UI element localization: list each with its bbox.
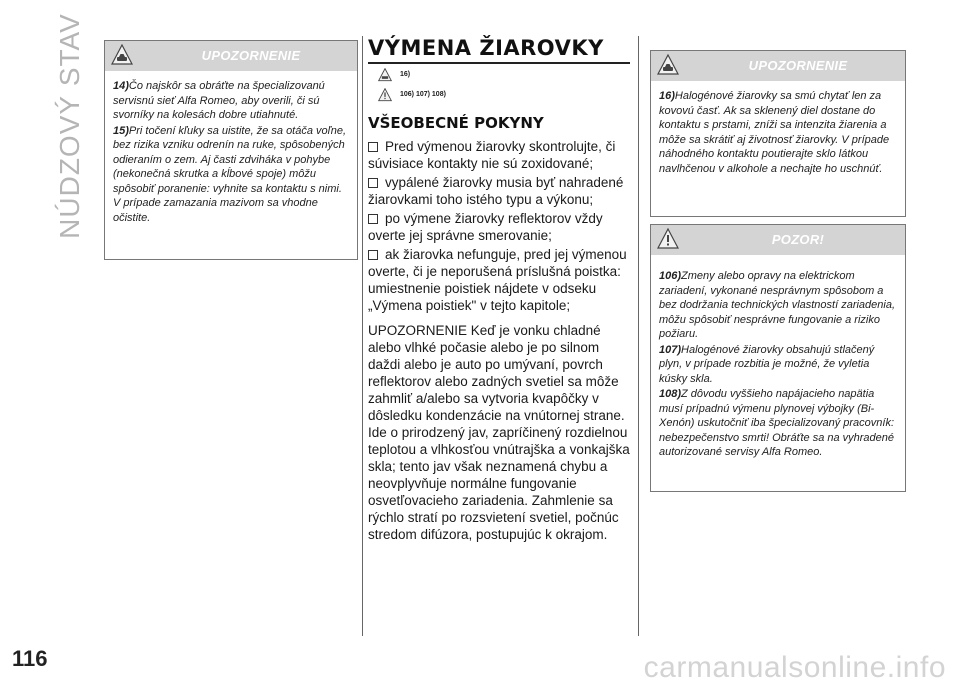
reference-line	[368, 68, 630, 86]
caution-icon	[657, 228, 679, 250]
bullet-item: po výmene žiarovky reflektorov vždy overte jej správne smerovanie;	[368, 211, 603, 243]
warning-box-left	[104, 40, 358, 260]
warning-box-body	[651, 81, 905, 185]
bullet-item: Pred výmenou žiarovky skontrolujte, či súvisiace kontakty nie sú zoxidované;	[368, 139, 616, 171]
note-item	[113, 79, 351, 123]
note-text: Zmeny alebo opravy na elektrickom zariadení, vykonané nesprávnym spôsobom a bez dodržania technických vlastností zariadenia, môžu spôsobiť nesprávne fungovanie a riziko požiaru.	[659, 270, 896, 340]
note-item	[659, 387, 899, 460]
warning-box-title: UPOZORNENIE	[748, 58, 848, 73]
note-item	[659, 89, 899, 176]
warning-box-header	[105, 41, 357, 71]
watermark: carmanualsonline.info	[643, 651, 946, 684]
car-warning-icon	[657, 54, 679, 76]
note-ref: 14)	[113, 80, 129, 92]
note-item	[113, 124, 351, 226]
title-rule	[368, 62, 630, 64]
note-ref: 16)	[659, 90, 675, 102]
page-title: VÝMENA ŽIAROVKY	[368, 36, 604, 60]
note-text: Halogénové žiarovky obsahujú stlačený plyn, v prípade rozbitia je možné, že vyletia kúsky skla.	[659, 343, 875, 385]
danger-box	[650, 224, 906, 492]
warning-box-body	[105, 71, 357, 234]
warning-box-right	[650, 50, 906, 217]
note-ref: 107)	[659, 343, 682, 356]
main-column	[368, 36, 630, 543]
danger-box-body	[651, 255, 905, 469]
checkbox-bullet-icon	[368, 142, 378, 152]
note-item	[659, 269, 899, 342]
warning-box-header	[651, 51, 905, 81]
bullet-item: ak žiarovka nefunguje, pred jej výmenou overte, či je neporušená príslušná poistka: umiestnenie poistiek nájdete v odseku „Výmena poistiek" v tejto kapitole;	[368, 247, 627, 313]
note-text: Čo najskôr sa obráťte na špecializovanú servisnú sieť Alfa Romeo, aby overili, či sú svorníky na kolesách dobre utiahnuté.	[113, 80, 325, 121]
note-text: Z dôvodu vyššieho napájacieho napätia musí prípadnú výmenu plynovej výbojky (Bi-Xenón) uskutočniť iba špecializovaný pracovník: nebezpečenstvo smrti! Obráťte sa na vyhradené autorizované servisy Alfa Romeo.	[659, 388, 895, 458]
body-paragraph: UPOZORNENIE Keď je vonku chladné alebo vlhké počasie alebo je po silnom daždi alebo je auto po umývaní, povrch reflektorov alebo zadných svetiel sa môže zahmliť a/alebo sa vytvoria kvapôčky v dôsledku kondenzácie na vnútornej strane. Ide o prirodzený jav, zapríčinený rozdielnou teplotou a vlhkosťou vnútrajška a vonkajška skla; tento jav však neznamená chybu a neovplyvňuje normálne fungovanie osvetľovacieho zariadenia. Zahmlenie sa rýchlo stratí po rozsvietení svetiel, počnúc stredom difúzora, postupujúc k okrajom.	[368, 323, 630, 542]
reference-numbers: 16)	[400, 71, 411, 78]
reference-numbers: 106) 107) 108)	[400, 91, 446, 98]
section-subtitle: VŠEOBECNÉ POKYNY	[368, 114, 544, 132]
car-warning-icon	[111, 44, 133, 66]
checkbox-bullet-icon	[368, 178, 378, 188]
column-divider-right	[638, 36, 639, 636]
bullet-item: vypálené žiarovky musia byť nahradené žiarovkami toho istého typu a výkonu;	[368, 175, 624, 207]
column-divider-left	[362, 36, 363, 636]
page-number: 116	[12, 646, 48, 671]
note-text: Halogénové žiarovky sa smú chytať len za kovovú časť. Ak sa sklenený diel dostane do kontaktu s prstami, zníži sa intenzita žiarenia a môže sa skrátiť aj životnosť žiarovky. V prípade náhodného kontaktu poutierajte sklo látkou navlhčenou v alkohole a nechajte ho uschnúť.	[659, 90, 890, 175]
note-ref: 106)	[659, 270, 682, 282]
note-item	[659, 343, 899, 387]
caution-icon	[378, 88, 392, 102]
note-text: Pri točení kľuky sa uistite, že sa otáča voľne, bez rizika vzniku odrenín na ruke, spôsobených odieraním o zem. Aj časti zdviháka v pohybe (nekonečná skrutka a kĺbové spoje) môžu spôsobiť poranenie: vyhnite sa kontaktu s nimi. V prípade zamazania mazivom sa vhodne očistite.	[113, 124, 347, 224]
checkbox-bullet-icon	[368, 250, 378, 260]
danger-box-title: POZOR!	[771, 232, 825, 247]
note-ref: 108)	[659, 388, 682, 400]
checkbox-bullet-icon	[368, 214, 378, 224]
danger-box-header	[651, 225, 905, 255]
section-title: NÚDZOVÝ STAV	[54, 13, 85, 239]
car-warning-icon	[378, 68, 392, 82]
reference-line	[368, 88, 630, 106]
note-ref: 15)	[113, 124, 129, 137]
warning-box-title: UPOZORNENIE	[201, 48, 301, 63]
